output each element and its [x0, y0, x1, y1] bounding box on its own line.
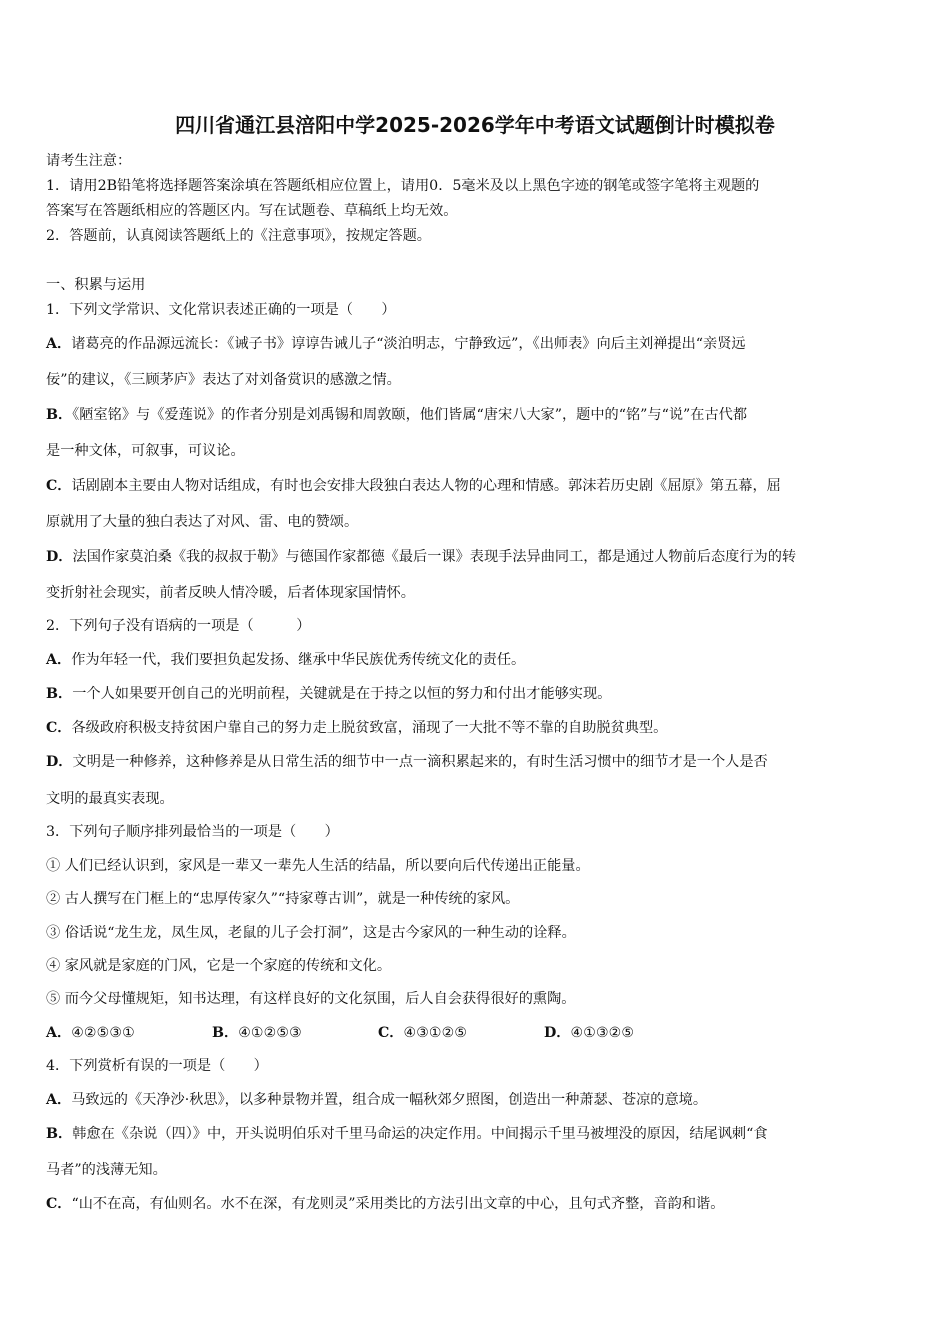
q1-option-d-line-1 — [46, 547, 796, 567]
q2-option-c-text: 各级政府积极支持贫困户靠自己的努力走上脱贫致富，涌现了一大批不等不靠的自助脱贫典型。 — [71, 720, 668, 736]
q3-option-a-label: A． — [46, 1025, 72, 1041]
q1-option-d-text: 法国作家莫泊桑《我的叔叔于勒》与德国作家都德《最后一课》表现手法异曲同工，都是通过人物前后态度行为的转 — [72, 549, 797, 565]
q4-option-b-text: 韩愈在《杂说（四）》中，开头说明伯乐对千里马命运的决定作用。中间揭示千里马被埋没的原因，结尾讽刺“食 — [72, 1126, 768, 1142]
q3-option-b-text: ④①②⑤③ — [238, 1025, 302, 1041]
q3-option-a — [46, 1023, 212, 1043]
q4-option-a-label: A． — [46, 1092, 72, 1108]
q3-stem: 3．下列句子顺序排列最恰当的一项是（ ） — [46, 824, 339, 840]
q3-option-c-label: C． — [378, 1025, 404, 1041]
notice-item-2: 2．答题前，认真阅读答题纸上的《注意事项》，按规定答题。 — [46, 228, 431, 244]
q3-sentence-2: ② 古人撰写在门框上的“忠厚传家久”“持家尊古训”，就是一种传统的家风。 — [46, 891, 520, 907]
q2-option-b-text: 一个人如果要开创自己的光明前程，关键就是在于持之以恒的努力和付出才能够实现。 — [72, 686, 612, 702]
q1-option-c-text: 话剧剧本主要由人物对话组成，有时也会安排大段独白表达人物的心理和情感。郭沫若历史剧《屈原》第五幕，屈 — [71, 478, 781, 494]
q1-option-a-line-1 — [46, 334, 746, 354]
q1-option-c-label: C． — [46, 478, 72, 494]
q4-option-b-line-1 — [46, 1124, 768, 1144]
q2-option-a-text: 作为年轻一代，我们要担负起发扬、继承中华民族优秀传统文化的责任。 — [71, 652, 526, 668]
q2-option-d-line-1 — [46, 752, 768, 772]
q2-option-c — [46, 718, 667, 738]
q1-option-d-label: D． — [46, 549, 73, 565]
q1-option-b-text: 《陋室铭》与《爱莲说》的作者分别是刘禹锡和周敦颐，他们皆属“唐宋八大家”，题中的“铭”与“说”在古代都 — [72, 407, 748, 423]
q4-option-c-label: C． — [46, 1196, 72, 1212]
q4-option-a — [46, 1090, 707, 1110]
q4-option-b-label: B． — [46, 1126, 73, 1142]
q1-option-c-line-2: 原就用了大量的独白表达了对风、雷、电的赞颂。 — [46, 514, 359, 530]
q3-options — [46, 1023, 634, 1043]
q3-sentence-5: ⑤ 而今父母懂规矩，知书达理，有这样良好的文化氛围，后人自会获得很好的熏陶。 — [46, 991, 576, 1007]
q2-option-a-label: A． — [46, 652, 72, 668]
q3-option-c — [378, 1023, 544, 1043]
q4-option-c — [46, 1194, 724, 1214]
q3-option-d-text: ④①③②⑤ — [570, 1025, 635, 1041]
q2-stem: 2．下列句子没有语病的一项是（ ） — [46, 618, 311, 634]
q1-option-c-line-1 — [46, 476, 781, 496]
q3-option-d-label: D． — [544, 1025, 571, 1041]
notice-heading: 请考生注意： — [46, 153, 132, 169]
q3-option-b — [212, 1023, 378, 1043]
q2-option-d-line-2: 文明的最真实表现。 — [46, 791, 174, 807]
q3-sentence-1: ① 人们已经认识到，家风是一辈又一辈先人生活的结晶，所以要向后代传递出正能量。 — [46, 858, 590, 874]
q1-option-b-label: B． — [46, 407, 73, 423]
q4-option-c-text: “山不在高，有仙则名。水不在深，有龙则灵”采用类比的方法引出文章的中心，且句式齐整，音韵和谐。 — [71, 1196, 725, 1212]
notice-item-1-line-1: 1．请用2B铅笔将选择题答案涂填在答题纸相应位置上，请用0．5毫米及以上黑色字迹的钢笔或签字笔将主观题的 — [46, 178, 760, 194]
q3-option-a-text: ④②⑤③① — [71, 1025, 135, 1041]
q2-option-d-label: D． — [46, 754, 73, 770]
q1-option-b-line-1 — [46, 405, 747, 425]
q1-option-d-line-2: 变折射社会现实，前者反映人情冷暖，后者体现家国情怀。 — [46, 585, 415, 601]
section-heading: 一、积累与运用 — [46, 277, 146, 293]
q1-stem: 1．下列文学常识、文化常识表述正确的一项是（ ） — [46, 302, 396, 318]
q4-option-b-line-2: 马者”的浅薄无知。 — [46, 1162, 167, 1178]
q3-option-d — [544, 1023, 634, 1043]
q1-option-b-line-2: 是一种文体，可叙事，可议论。 — [46, 443, 245, 459]
notice-item-1-line-2: 答案写在答题纸相应的答题区内。写在试题卷、草稿纸上均无效。 — [46, 203, 458, 219]
q3-sentence-4: ④ 家风就是家庭的门风，它是一个家庭的传统和文化。 — [46, 958, 392, 974]
q3-option-c-text: ④③①②⑤ — [403, 1025, 468, 1041]
q1-option-a-line-2: 佞”的建议，《三顾茅庐》表达了对刘备赏识的感激之情。 — [46, 372, 401, 388]
q1-option-a-label: A． — [46, 336, 72, 352]
page-title: 四川省通江县涪阳中学2025-2026学年中考语文试题倒计时模拟卷 — [175, 113, 775, 137]
q3-option-b-label: B． — [212, 1025, 239, 1041]
q2-option-c-label: C． — [46, 720, 72, 736]
q2-option-a — [46, 650, 525, 670]
q1-option-a-text: 诸葛亮的作品源远流长：《诫子书》谆谆告诫儿子“淡泊明志，宁静致远”，《出师表》向后主刘禅提出“亲贤远 — [71, 336, 746, 352]
q2-option-d-text: 文明是一种修养，这种修养是从日常生活的细节中一点一滴积累起来的，有时生活习惯中的细节才是一个人是否 — [72, 754, 768, 770]
q3-sentence-3: ③ 俗话说“龙生龙，凤生凤，老鼠的儿子会打洞”，这是古今家风的一种生动的诠释。 — [46, 925, 576, 941]
q4-option-a-text: 马致远的《天净沙·秋思》，以多种景物并置，组合成一幅秋郊夕照图，创造出一种萧瑟、苍凉的意境。 — [71, 1092, 708, 1108]
q2-option-b-label: B． — [46, 686, 73, 702]
q2-option-b — [46, 684, 611, 704]
q4-stem: 4．下列赏析有误的一项是（ ） — [46, 1058, 268, 1074]
